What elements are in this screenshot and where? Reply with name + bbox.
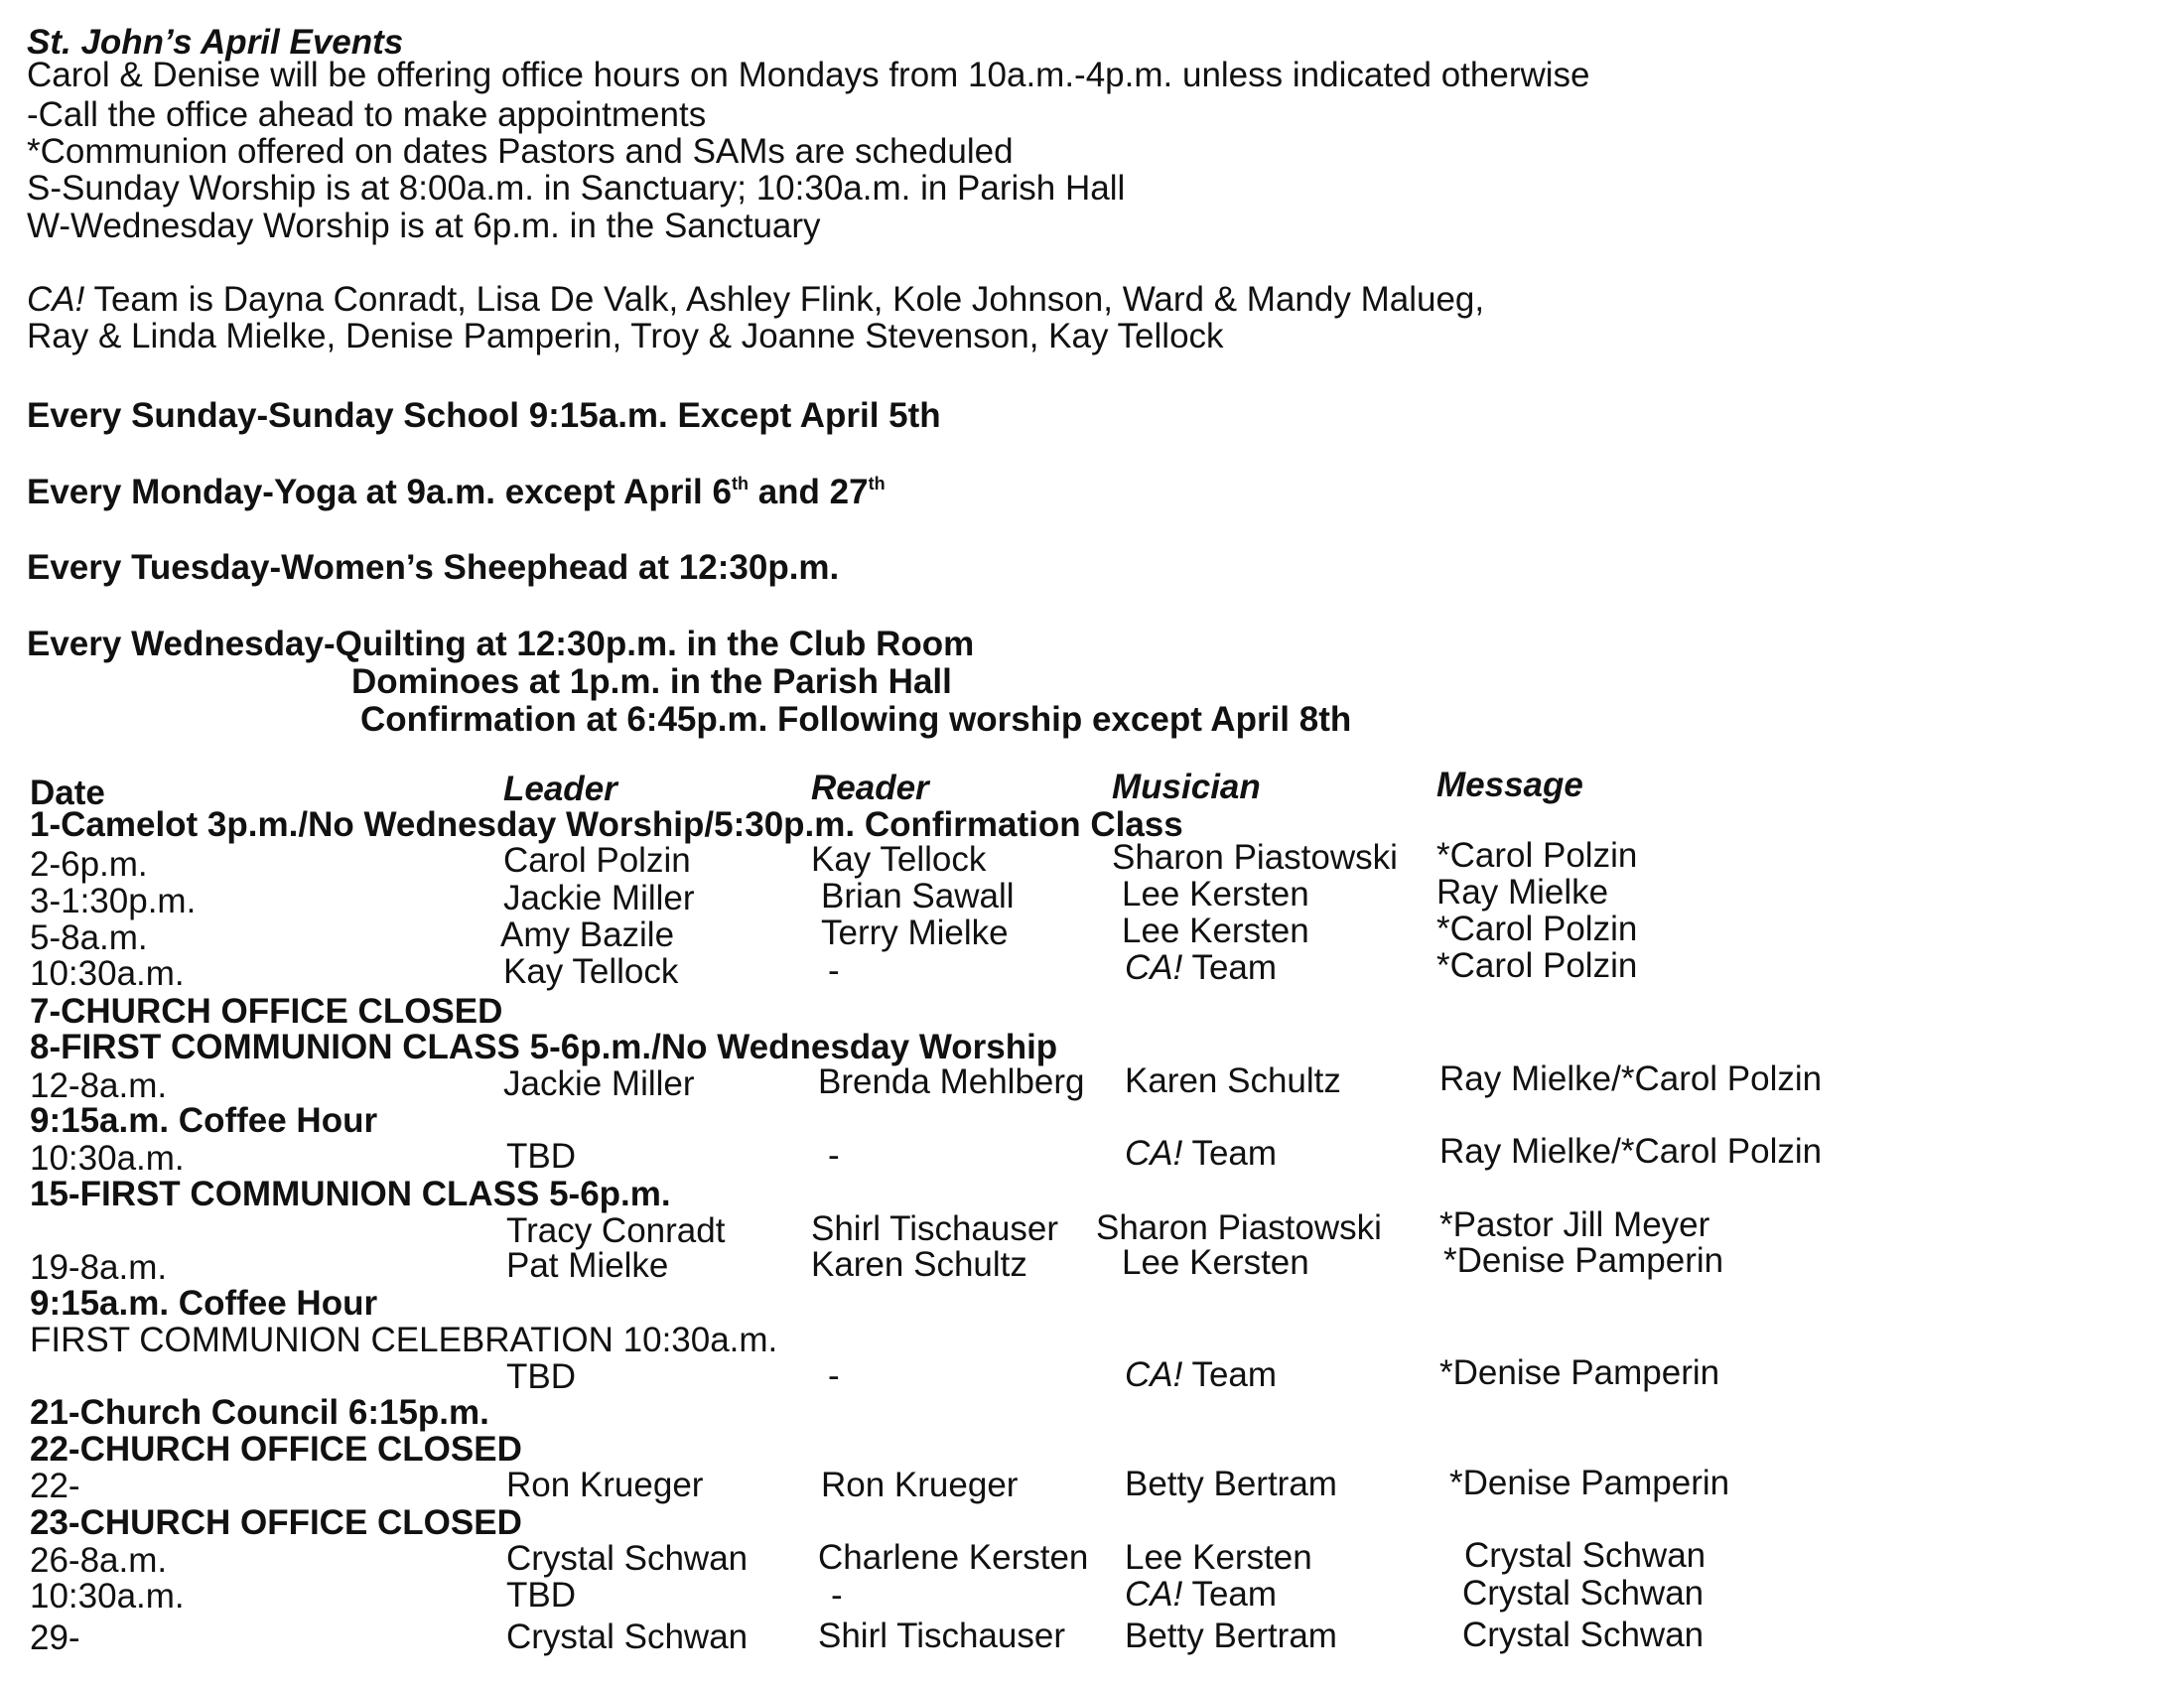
call-ahead-note: -Call the office ahead to make appointments xyxy=(27,95,707,134)
schedule-note: 8-FIRST COMMUNION CLASS 5-6p.m./No Wednesday Worship xyxy=(30,1028,1058,1066)
schedule-leader: Jackie Miller xyxy=(503,1064,695,1103)
schedule-reader: - xyxy=(831,1576,843,1615)
schedule-date: 10:30a.m. xyxy=(30,1139,185,1178)
schedule-leader: Ron Krueger xyxy=(506,1466,704,1504)
schedule-message: *Carol Polzin xyxy=(1436,946,1638,985)
schedule-musician: Lee Kersten xyxy=(1122,1243,1309,1282)
schedule-note: 7-CHURCH OFFICE CLOSED xyxy=(30,992,503,1031)
schedule-date: 2-6p.m. xyxy=(30,845,148,884)
schedule-note: FIRST COMMUNION CELEBRATION 10:30a.m. xyxy=(30,1321,778,1359)
schedule-message: Ray Mielke/*Carol Polzin xyxy=(1439,1059,1823,1098)
recurring-monday xyxy=(27,474,886,511)
monday-text-b: and 27 xyxy=(748,473,869,511)
document-title: St. John’s April Events xyxy=(27,23,404,62)
schedule-message: Crystal Schwan xyxy=(1464,1536,1706,1575)
col-header-date: Date xyxy=(30,774,105,812)
schedule-musician xyxy=(1125,1576,1277,1614)
schedule-leader: TBD xyxy=(506,1137,576,1176)
team-ca: CA! xyxy=(1125,948,1183,987)
schedule-musician xyxy=(1125,1356,1277,1394)
schedule-musician xyxy=(1125,1135,1277,1173)
schedule-message: *Pastor Jill Meyer xyxy=(1439,1205,1710,1244)
team-name: CA! xyxy=(27,280,85,319)
schedule-leader: Jackie Miller xyxy=(503,879,695,917)
schedule-reader: Shirl Tischauser xyxy=(818,1617,1065,1655)
schedule-note: 9:15a.m. Coffee Hour xyxy=(30,1101,378,1140)
schedule-note: 22-CHURCH OFFICE CLOSED xyxy=(30,1430,522,1469)
schedule-musician: Betty Bertram xyxy=(1125,1617,1337,1655)
schedule-message: *Carol Polzin xyxy=(1436,836,1638,875)
schedule-message: *Denise Pamperin xyxy=(1449,1464,1730,1502)
recurring-tuesday: Every Tuesday-Women’s Sheephead at 12:30p.m. xyxy=(27,548,840,587)
recurring-wednesday-2: Dominoes at 1p.m. in the Parish Hall xyxy=(351,662,952,701)
events-document xyxy=(27,0,2151,1688)
monday-sup-1: th xyxy=(731,474,749,493)
schedule-reader: Charlene Kersten xyxy=(818,1538,1089,1577)
schedule-musician: Betty Bertram xyxy=(1125,1465,1337,1503)
team-word: Team xyxy=(1182,1355,1278,1394)
team-ca: CA! xyxy=(1125,1575,1183,1614)
schedule-reader: Brian Sawall xyxy=(821,877,1015,915)
schedule-message: Ray Mielke xyxy=(1436,873,1609,912)
schedule-reader: Brenda Mehlberg xyxy=(818,1062,1085,1101)
team-members-2: Ray & Linda Mielke, Denise Pamperin, Troy & Joanne Stevenson, Kay Tellock xyxy=(27,317,1224,355)
schedule-leader: TBD xyxy=(506,1576,576,1615)
schedule-leader: Crystal Schwan xyxy=(506,1618,749,1656)
schedule-note: 1-Camelot 3p.m./No Wednesday Worship/5:30p.m. Confirmation Class xyxy=(30,805,1183,844)
col-header-message: Message xyxy=(1436,766,1583,804)
schedule-reader: Shirl Tischauser xyxy=(811,1209,1058,1248)
schedule-leader: TBD xyxy=(506,1357,576,1396)
team-word: Team xyxy=(1182,1134,1278,1173)
schedule-leader: Crystal Schwan xyxy=(506,1539,749,1578)
monday-sup-2: th xyxy=(868,474,886,493)
schedule-reader: Kay Tellock xyxy=(811,840,987,879)
team-word: Team xyxy=(1182,1575,1278,1614)
schedule-date: 5-8a.m. xyxy=(30,918,148,957)
schedule-date: 12-8a.m. xyxy=(30,1066,168,1105)
schedule-date: 10:30a.m. xyxy=(30,954,185,993)
schedule-date: 19-8a.m. xyxy=(30,1248,168,1287)
team-members-1: Team is Dayna Conradt, Lisa De Valk, Ashley Flink, Kole Johnson, Ward & Mandy Malueg, xyxy=(84,280,1485,319)
schedule-musician xyxy=(1125,949,1277,987)
schedule-leader: Tracy Conradt xyxy=(506,1211,726,1250)
recurring-sunday: Every Sunday-Sunday School 9:15a.m. Except April 5th xyxy=(27,396,941,435)
schedule-date: 10:30a.m. xyxy=(30,1577,185,1616)
recurring-wednesday-1: Every Wednesday-Quilting at 12:30p.m. in the Club Room xyxy=(27,625,975,663)
team-ca: CA! xyxy=(1125,1134,1183,1173)
schedule-date: 26-8a.m. xyxy=(30,1541,168,1580)
schedule-note: 15-FIRST COMMUNION CLASS 5-6p.m. xyxy=(30,1175,671,1213)
schedule-message: *Carol Polzin xyxy=(1436,910,1638,948)
schedule-message: *Denise Pamperin xyxy=(1439,1353,1720,1392)
schedule-leader: Carol Polzin xyxy=(503,841,691,880)
schedule-reader: Karen Schultz xyxy=(811,1245,1027,1284)
schedule-note: 23-CHURCH OFFICE CLOSED xyxy=(30,1503,522,1542)
team-word: Team xyxy=(1182,948,1278,987)
schedule-reader: Terry Mielke xyxy=(821,914,1009,952)
schedule-reader: Ron Krueger xyxy=(821,1466,1019,1504)
col-header-leader: Leader xyxy=(503,770,617,808)
monday-text-a: Every Monday-Yoga at 9a.m. except April 6 xyxy=(27,473,732,511)
schedule-date: 3-1:30p.m. xyxy=(30,882,197,920)
schedule-leader: Pat Mielke xyxy=(506,1246,669,1285)
schedule-musician: Karen Schultz xyxy=(1125,1061,1341,1100)
schedule-message: Ray Mielke/*Carol Polzin xyxy=(1439,1132,1823,1171)
schedule-date: 22- xyxy=(30,1467,80,1505)
schedule-note: 9:15a.m. Coffee Hour xyxy=(30,1284,378,1323)
schedule-musician: Sharon Piastowski xyxy=(1112,838,1398,877)
schedule-note: 21-Church Council 6:15p.m. xyxy=(30,1393,489,1432)
schedule-message: *Denise Pamperin xyxy=(1443,1241,1724,1280)
office-hours-note: Carol & Denise will be offering office hours on Mondays from 10a.m.-4p.m. unless indicated otherwise xyxy=(27,56,1590,94)
schedule-leader: Amy Bazile xyxy=(500,915,675,954)
communion-note: *Communion offered on dates Pastors and SAMs are scheduled xyxy=(27,132,1014,171)
schedule-leader: Kay Tellock xyxy=(503,952,679,991)
schedule-reader: - xyxy=(828,1356,840,1395)
schedule-message: Crystal Schwan xyxy=(1462,1574,1705,1613)
schedule-message: Crystal Schwan xyxy=(1462,1616,1705,1654)
schedule-musician: Lee Kersten xyxy=(1125,1538,1312,1577)
team-line-1 xyxy=(27,281,1484,319)
schedule-musician: Sharon Piastowski xyxy=(1096,1208,1382,1247)
schedule-reader: - xyxy=(828,1136,840,1175)
schedule-reader: - xyxy=(828,951,840,990)
recurring-wednesday-3: Confirmation at 6:45p.m. Following worship except April 8th xyxy=(360,700,1352,739)
sunday-worship-note: S-Sunday Worship is at 8:00a.m. in Sanctuary; 10:30a.m. in Parish Hall xyxy=(27,169,1126,208)
col-header-musician: Musician xyxy=(1112,768,1261,806)
team-ca: CA! xyxy=(1125,1355,1183,1394)
wednesday-worship-note: W-Wednesday Worship is at 6p.m. in the Sanctuary xyxy=(27,207,821,245)
schedule-musician: Lee Kersten xyxy=(1122,875,1309,914)
schedule-date: 29- xyxy=(30,1618,80,1657)
schedule-musician: Lee Kersten xyxy=(1122,912,1309,950)
col-header-reader: Reader xyxy=(811,769,929,807)
